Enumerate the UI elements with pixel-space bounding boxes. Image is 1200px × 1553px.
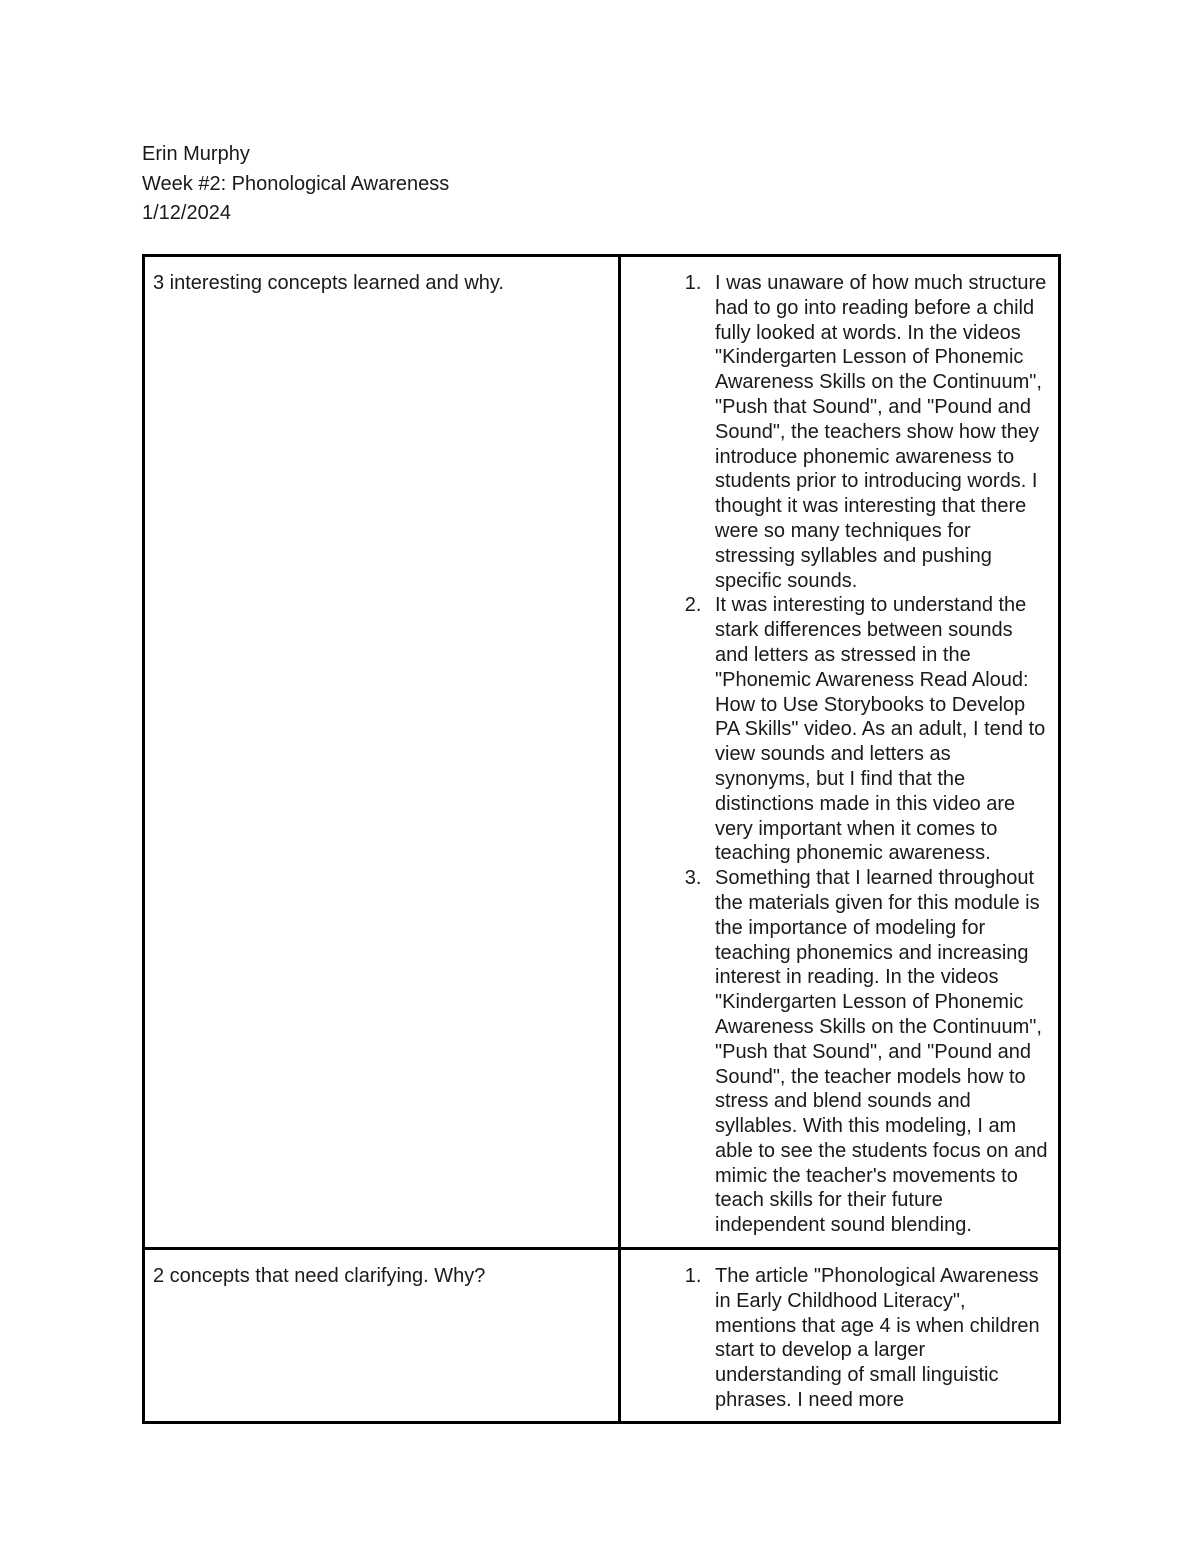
list-item: 1. The article "Phonological Awareness in Early Childhood Literacy", mentions that age 4 is when children start to develop a larger understanding of small linguistic phrases. I need more bbox=[707, 1264, 1050, 1413]
answer-cell[interactable] bbox=[620, 1249, 1060, 1423]
reflection-table bbox=[142, 254, 1061, 1424]
answer-list bbox=[629, 271, 1050, 1238]
author-name: Erin Murphy bbox=[142, 143, 250, 165]
table-row-clarifying-concepts bbox=[144, 1249, 1060, 1423]
list-item: 3. Something that I learned throughout the materials given for this module is the importance of modeling for teaching phonemics and increasing interest in reading. In the videos "Kindergarten Lesson of Phonemic Awareness Skills on the Continuum", "Push that Sound", and "Pound and Sound", the teacher models how to stress and blend sounds and syllables. With this modeling, I am able to see the students focus on and mimic the teacher's movements to teach skills for their future independent sound blending. bbox=[707, 866, 1050, 1238]
document-header bbox=[142, 140, 449, 229]
prompt-cell: 2 concepts that need clarifying. Why? bbox=[144, 1249, 620, 1423]
assignment-title: Week #2: Phonological Awareness bbox=[142, 172, 450, 195]
list-item: 1. I was unaware of how much structure had to go into reading before a child fully looked at words. In the videos "Kindergarten Lesson of Phonemic Awareness Skills on the Continuum", "Push that Sound", and "Pound and Sound", the teachers show how they introduce phonemic awareness to students prior to introducing words. I thought it was interesting that there were so many techniques for stressing syllables and pushing specific sounds. bbox=[707, 271, 1050, 593]
answer-list bbox=[629, 1264, 1050, 1413]
document-date: 1/12/2024 bbox=[142, 202, 231, 224]
table-row-interesting-concepts bbox=[144, 256, 1060, 1249]
answer-cell[interactable] bbox=[620, 256, 1060, 1249]
prompt-cell: 3 interesting concepts learned and why. bbox=[144, 256, 620, 1249]
list-item: 2. It was interesting to understand the stark differences between sounds and letters as stressed in the "Phonemic Awareness Read Aloud: How to Use Storybooks to Develop PA Skills" video. As an adult, I tend to view sounds and letters as synonyms, but I find that the distinctions made in this video are very important when it comes to teaching phonemic awareness. bbox=[707, 593, 1050, 866]
